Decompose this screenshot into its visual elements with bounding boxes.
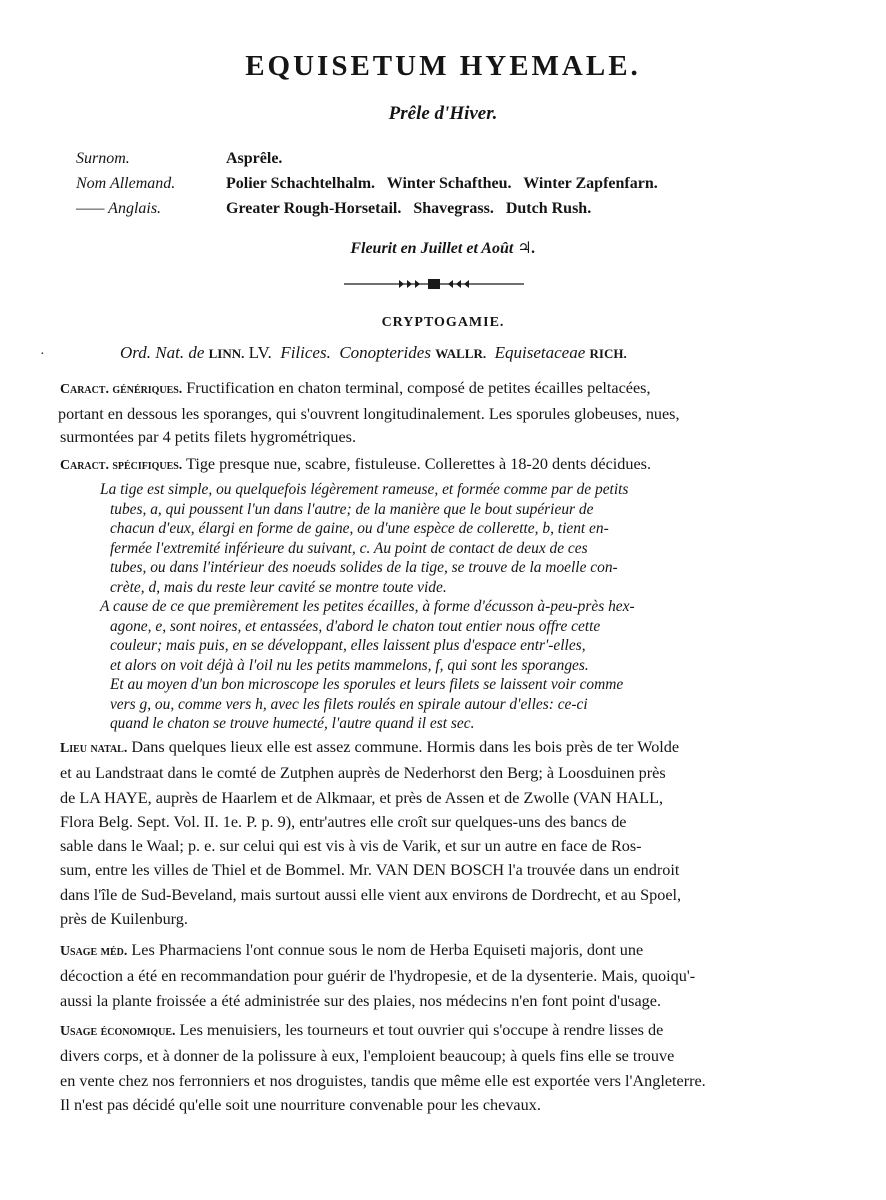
text-line: Flora Belg. Sept. Vol. II. 1e. P. p. 9), entr'autres elle croît sur quelques-uns des bancs de — [60, 811, 627, 831]
class-heading: CRYPTOGAMIE. — [381, 315, 505, 330]
text-line: Et au moyen d'un bon microscope les sporules et leurs filets se laissent voir comme — [109, 676, 624, 693]
text-line: sable dans le Waal; p. e. sur celui qui est vis à vis de Varik, et sur un autre en face de Ros- — [60, 836, 642, 856]
names-label: Nom Allemand. — [76, 175, 176, 192]
text-line: fermée l'extremité inférieure du suivant, c. Au point de contact de deux de ces — [109, 539, 588, 557]
order-author: LINN. — [208, 346, 245, 361]
stray-mark: · — [40, 347, 45, 362]
text-line — [60, 735, 846, 761]
ornament-divider — [344, 277, 524, 291]
text-span: Les Pharmaciens l'ont connue sous le nom de Herba Equiseti majoris, dont une — [131, 940, 644, 959]
medical-use-section — [60, 938, 850, 1013]
text-line: agone, e, sont noires, et entassées, d'abord le chaton tout entier nous offre cette — [109, 617, 601, 635]
text-line: portant en dessous les sporanges, qui s'ouvrent longitudinalement. Les sporules globeuses, nues, — [58, 403, 680, 423]
names-value: Asprêle. — [226, 150, 283, 167]
text-line: et alors on voit déjà à l'oil nu les petits mammelons, f, qui sont les sporanges. — [109, 656, 589, 674]
text-line: près de Kuilenburg. — [60, 909, 188, 929]
names-row — [76, 146, 658, 171]
text-span: Fructification en chaton terminal, composé de petites écailles peltacées, — [186, 378, 651, 397]
names-row — [76, 196, 658, 221]
habitat-section — [60, 735, 850, 931]
order-part: de — [188, 343, 205, 362]
section-lead: Usage économique. — [60, 1024, 176, 1039]
text-line — [60, 452, 846, 478]
text-line: en vente chez nos ferronniers et nos droguistes, tandis que même elle est exportée vers l'Angleterre. — [60, 1070, 706, 1090]
order-part: Ord. Nat. — [120, 343, 185, 362]
section-lead: Caract. génériques. — [60, 382, 183, 397]
economic-use-section — [60, 1018, 850, 1117]
text-line: Il n'est pas décidé qu'elle soit une nourriture convenable pour les chevaux. — [60, 1094, 541, 1114]
text-line: La tige est simple, ou quelquefois légèrement rameuse, et formée comme par de petits — [100, 481, 629, 498]
text-line: tubes, ou dans l'intérieur des noeuds solides de la tige, se trouve de la moelle con- — [109, 559, 618, 576]
text-span: Les menuisiers, les tourneurs et tout ouvrier qui s'occupe à rendre lisses de — [179, 1020, 664, 1039]
names-label: Surnom. — [76, 150, 130, 167]
text-line: décoction a été en recommandation pour guérir de l'hydropesie, et de la dysenterie. Mais, quoiqu'- — [60, 966, 696, 986]
text-line: sum, entre les villes de Thiel et de Bommel. Mr. VAN DEN BOSCH l'a trouvée dans un endroit — [60, 860, 680, 880]
text-line: crète, d, mais du reste leur cavité se montre toute vide. — [109, 578, 447, 596]
text-line: vers g, ou, comme vers h, avec les filets roulés en spirale autour d'elles: ce-ci — [109, 695, 588, 713]
text-line — [60, 376, 846, 402]
order-family: Conopterides — [339, 343, 431, 362]
text-line: de LA HAYE, auprès de Haarlem et de Alkmaar, et près de Assen et de Zwolle (VAN HALL, — [60, 787, 664, 807]
text-span: Dans quelques lieux elle est assez commune. Hormis dans les bois près de ter Wolde — [131, 737, 680, 756]
text-line: surmontées par 4 petits filets hygrométriques. — [60, 427, 357, 446]
page-subtitle: Prêle d'Hiver. — [388, 103, 498, 124]
text-line — [60, 1018, 846, 1044]
section-lead: Caract. spécifiques. — [60, 458, 183, 473]
names-row — [76, 171, 658, 196]
order-number: LV. — [248, 343, 272, 362]
order-author: RICH. — [589, 346, 627, 361]
names-value: Polier Schachtelhalm. Winter Schaftheu. Winter Zapfenfarn. — [226, 175, 658, 192]
text-line: aussi la plante froissée a été administrée sur des plaies, nos médecins n'en font point d'usage. — [60, 990, 662, 1010]
description-block — [100, 480, 850, 734]
generic-characters — [60, 376, 850, 449]
text-line: divers corps, et à donner de la polissure à eux, l'emploient beaucoup; à quels fins elle se trouve — [60, 1046, 675, 1066]
flowering-period: Fleurit en Juillet et Août ♃. — [350, 240, 536, 257]
common-names — [76, 146, 658, 221]
text-line: et au Landstraat dans le comté de Zutphen auprès de Nederhorst den Berg; à Loosduinen près — [60, 763, 666, 783]
order-family: Equisetaceae — [494, 343, 586, 362]
natural-order-line — [120, 343, 627, 363]
text-line: couleur; mais puis, en se développant, elles laissent plus d'espace entr'-elles, — [109, 637, 586, 654]
order-family: Filices. — [280, 343, 331, 362]
names-value: Greater Rough-Horsetail. Shavegrass. Dutch Rush. — [226, 200, 592, 217]
text-span: Tige presque nue, scabre, fistuleuse. Collerettes à 18-20 dents décidues. — [186, 454, 652, 473]
page-title: EQUISETUM HYEMALE. — [245, 50, 641, 82]
names-label: —— Anglais. — [76, 200, 162, 217]
text-line: tubes, a, qui poussent l'un dans l'autre; de la manière que le bout supérieur de — [109, 500, 594, 518]
specific-characters — [60, 452, 850, 478]
section-lead: Usage méd. — [60, 944, 128, 959]
order-author: WALLR. — [435, 346, 487, 361]
text-line: A cause de ce que premièrement les petites écailles, à forme d'écusson à-peu-près hex- — [100, 598, 635, 615]
text-line: dans l'île de Sud-Beveland, mais surtout aussi elle vient aux environs de Dordrecht, et au Spoel, — [60, 884, 682, 904]
text-line: chacun d'eux, élargi en forme de gaine, ou d'une espèce de collerette, b, tient en- — [109, 520, 609, 537]
text-line — [60, 938, 846, 964]
section-lead: Lieu natal. — [60, 741, 128, 756]
text-line: quand le chaton se trouve humecté, l'autre quand il est sec. — [109, 715, 475, 732]
